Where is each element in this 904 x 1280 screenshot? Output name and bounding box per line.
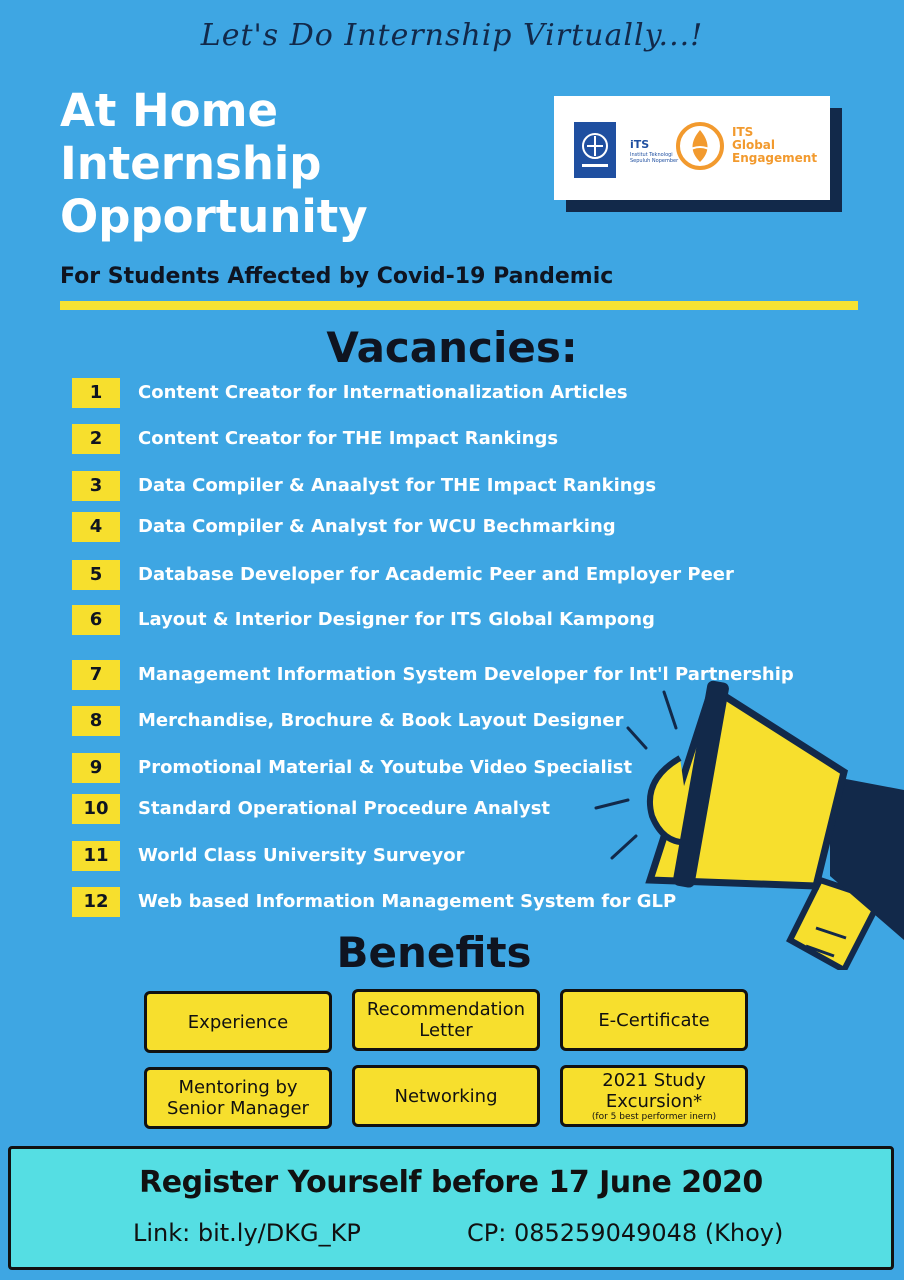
headline-line-3: Opportunity	[60, 190, 368, 243]
vacancy-label: Data Compiler & Analyst for WCU Bechmarking	[138, 516, 616, 537]
vacancy-label: Database Developer for Academic Peer and Employer Peer	[138, 564, 734, 585]
its-logo-name: iTS	[630, 138, 650, 151]
benefit-label-line-1: Recommendation	[366, 999, 526, 1020]
vacancy-label: Layout & Interior Designer for ITS Global Kampong	[138, 609, 655, 630]
vacancy-label: World Class University Surveyor	[138, 845, 465, 866]
logo-box	[554, 96, 830, 200]
vacancy-label: Standard Operational Procedure Analyst	[138, 798, 551, 819]
headline-line-1: At Home	[60, 84, 278, 137]
vacancy-label: Content Creator for Internationalization Articles	[138, 382, 628, 403]
vacancy-number: 8	[72, 706, 120, 736]
benefit-study-excursion	[560, 1065, 748, 1127]
benefits-title: Benefits	[336, 928, 532, 977]
tagline: Let's Do Internship Virtually...!	[200, 18, 704, 53]
vacancy-label: Promotional Material & Youtube Video Specialist	[138, 757, 633, 778]
vacancies-title: Vacancies:	[326, 323, 578, 372]
vacancy-label: Management Information System Developer for Int'l Partnership	[138, 664, 794, 685]
register-box	[8, 1146, 894, 1270]
vacancy-label: Content Creator for THE Impact Rankings	[138, 428, 559, 449]
its-logo-icon	[574, 122, 616, 178]
benefit-label-line-1: 2021 Study	[602, 1070, 706, 1091]
register-link[interactable]: Link: bit.ly/DKG_KP	[133, 1219, 361, 1247]
vacancy-number: 4	[72, 512, 120, 542]
vacancy-number: 3	[72, 471, 120, 501]
vacancy-label: Data Compiler & Anaalyst for THE Impact Rankings	[138, 475, 657, 496]
vacancy-number: 6	[72, 605, 120, 635]
benefit-e-certificate	[560, 989, 748, 1051]
benefit-label: Experience	[187, 1011, 289, 1033]
benefit-label-line-2: Excursion*	[605, 1091, 703, 1112]
vacancy-number: 5	[72, 560, 120, 590]
benefit-mentoring	[144, 1067, 332, 1129]
ge-line-3: Engagement	[732, 151, 818, 165]
headline	[60, 84, 530, 243]
megaphone-icon	[580, 640, 904, 970]
benefit-networking	[352, 1065, 540, 1127]
vacancy-number: 12	[72, 887, 120, 917]
vacancy-label: Web based Information Management System for GLP	[138, 891, 677, 912]
vacancy-number: 9	[72, 753, 120, 783]
benefit-recommendation-letter	[352, 989, 540, 1051]
global-engagement-logo-icon	[676, 122, 724, 170]
vacancy-label: Merchandise, Brochure & Book Layout Designer	[138, 710, 624, 731]
benefit-experience	[144, 991, 332, 1053]
ge-line-1: ITS	[732, 125, 754, 139]
vacancy-number: 2	[72, 424, 120, 454]
register-title: Register Yourself before 17 June 2020	[139, 1165, 763, 1200]
its-logo-subtext: Institut Teknologi Sepuluh Nopember	[630, 152, 679, 164]
subtitle: For Students Affected by Covid-19 Pandemic	[60, 264, 614, 289]
benefit-label-line-2: Senior Manager	[167, 1098, 309, 1119]
vacancy-number: 7	[72, 660, 120, 690]
vacancy-number: 10	[72, 794, 120, 824]
headline-line-2: Internship	[60, 137, 322, 190]
global-engagement-logo-text	[732, 126, 817, 165]
contact-person: CP: 085259049048 (Khoy)	[467, 1219, 784, 1247]
vacancy-number: 11	[72, 841, 120, 871]
benefit-label: Networking	[394, 1085, 498, 1107]
benefit-label-line-2: Letter	[419, 1020, 473, 1041]
benefit-label-line-1: Mentoring by	[178, 1077, 298, 1098]
ge-line-2: Global	[732, 138, 776, 152]
divider	[60, 301, 858, 310]
vacancy-number: 1	[72, 378, 120, 408]
benefit-note: (for 5 best performer inern)	[591, 1112, 717, 1122]
benefit-label: E-Certificate	[598, 1009, 710, 1031]
